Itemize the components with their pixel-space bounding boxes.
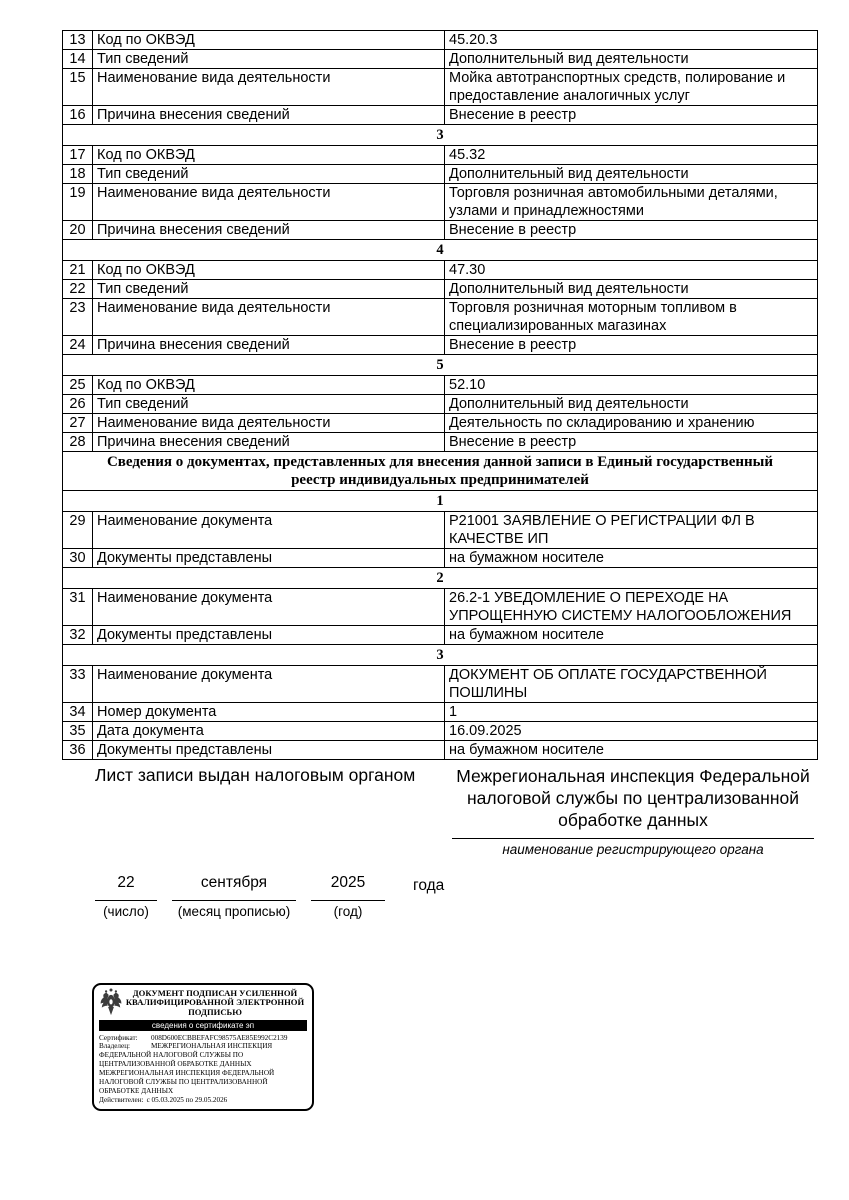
- row-value: ДОКУМЕНТ ОБ ОПЛАТЕ ГОСУДАРСТВЕННОЙ ПОШЛИНЫ: [445, 666, 818, 703]
- section-number-row: [63, 491, 818, 512]
- row-label: Причина внесения сведений: [93, 106, 445, 125]
- row-label: Наименование вида деятельности: [93, 184, 445, 221]
- row-number: 27: [63, 414, 93, 433]
- row-number: 29: [63, 512, 93, 549]
- row-value: Внесение в реестр: [445, 221, 818, 240]
- row-number: 21: [63, 261, 93, 280]
- stamp-owner-value: МЕЖРЕГИОНАЛЬНАЯ ИНСПЕКЦИЯ ФЕДЕРАЛЬНОЙ НАЛОГОВОЙ СЛУЖБЫ ПО ЦЕНТРАЛИЗОВАННОЙ ОБРАБОТКЕ ДАННЫХ МЕЖРЕГИОНАЛЬНАЯ ИНСПЕКЦИЯ ФЕДЕРАЛЬНОЙ НАЛОГОВОЙ СЛУЖБЫ ПО ЦЕНТРАЛИЗОВАННОЙ ОБРАБОТКЕ ДАННЫХ: [99, 1042, 275, 1095]
- row-value: Мойка автотранспортных средств, полирование и предоставление аналогичных услуг: [445, 69, 818, 106]
- row-label: Код по ОКВЭД: [93, 261, 445, 280]
- row-number: 16: [63, 106, 93, 125]
- row-number: 19: [63, 184, 93, 221]
- row-number: 25: [63, 376, 93, 395]
- row-value: 26.2-1 УВЕДОМЛЕНИЕ О ПЕРЕХОДЕ НА УПРОЩЕННУЮ СИСТЕМУ НАЛОГООБЛОЖЕНИЯ: [445, 589, 818, 626]
- row-value: Торговля розничная моторным топливом в специализированных магазинах: [445, 299, 818, 336]
- row-value: Торговля розничная автомобильными деталями, узлами и принадлежностями: [445, 184, 818, 221]
- date-year-value: 2025: [311, 874, 385, 901]
- table-row: [63, 626, 818, 645]
- table-row: [63, 395, 818, 414]
- stamp-owner-line: [99, 1042, 307, 1095]
- row-number: 32: [63, 626, 93, 645]
- row-number: 14: [63, 50, 93, 69]
- authority-underline: [452, 838, 814, 839]
- registering-authority-block: [452, 765, 814, 857]
- record-table: [62, 30, 818, 760]
- table-row: [63, 376, 818, 395]
- row-number: 34: [63, 703, 93, 722]
- date-month-value: сентября: [172, 874, 296, 901]
- row-label: Наименование вида деятельности: [93, 69, 445, 106]
- row-value: Дополнительный вид деятельности: [445, 395, 818, 414]
- row-value: 16.09.2025: [445, 722, 818, 741]
- table-row: [63, 261, 818, 280]
- table-row: [63, 69, 818, 106]
- row-number: 17: [63, 146, 93, 165]
- row-label: Причина внесения сведений: [93, 336, 445, 355]
- table-row: [63, 433, 818, 452]
- section-number: 4: [63, 240, 818, 261]
- row-value: 52.10: [445, 376, 818, 395]
- date-suffix: года: [413, 877, 445, 894]
- stamp-validity-value: с 05.03.2025 по 29.05.2026: [146, 1095, 228, 1104]
- date-day-value: 22: [95, 874, 157, 901]
- authority-name: Межрегиональная инспекция Федеральной налоговой службы по централизованной обработке данных: [456, 766, 810, 830]
- table-row: [63, 106, 818, 125]
- row-label: Тип сведений: [93, 50, 445, 69]
- stamp-certificate-line: [99, 1034, 307, 1043]
- row-label: Причина внесения сведений: [93, 221, 445, 240]
- row-value: 1: [445, 703, 818, 722]
- row-number: 30: [63, 549, 93, 568]
- row-value: на бумажном носителе: [445, 741, 818, 760]
- row-number: 33: [63, 666, 93, 703]
- table-row: [63, 414, 818, 433]
- table-row: [63, 221, 818, 240]
- table-row: [63, 184, 818, 221]
- row-number: 18: [63, 165, 93, 184]
- row-number: 26: [63, 395, 93, 414]
- row-value: Дополнительный вид деятельности: [445, 50, 818, 69]
- row-label: Наименование документа: [93, 589, 445, 626]
- row-number: 35: [63, 722, 93, 741]
- row-number: 23: [63, 299, 93, 336]
- section-number: 3: [63, 645, 818, 666]
- stamp-validity-line: [99, 1096, 307, 1105]
- row-label: Номер документа: [93, 703, 445, 722]
- row-value: Внесение в реестр: [445, 433, 818, 452]
- issued-by-text: Лист записи выдан налоговым органом: [95, 765, 416, 785]
- row-value: 45.20.3: [445, 31, 818, 50]
- row-value: на бумажном носителе: [445, 549, 818, 568]
- date-month-group: [172, 874, 296, 919]
- issue-date-block: [95, 874, 444, 919]
- row-value: Р21001 ЗАЯВЛЕНИЕ О РЕГИСТРАЦИИ ФЛ В КАЧЕСТВЕ ИП: [445, 512, 818, 549]
- row-value: Внесение в реестр: [445, 106, 818, 125]
- section-number: 5: [63, 355, 818, 376]
- table-row: [63, 549, 818, 568]
- stamp-header: [99, 988, 307, 1018]
- row-value: на бумажном носителе: [445, 626, 818, 645]
- row-value: 45.32: [445, 146, 818, 165]
- stamp-title: ДОКУМЕНТ ПОДПИСАН УСИЛЕННОЙ КВАЛИФИЦИРОВАННОЙ ЭЛЕКТРОННОЙ ПОДПИСЬЮ: [125, 987, 305, 1017]
- table-row: [63, 666, 818, 703]
- stamp-certificate-bar: сведения о сертификате эп: [99, 1020, 307, 1031]
- section-number: 1: [63, 491, 818, 512]
- section-number-row: [63, 240, 818, 261]
- table-row: [63, 299, 818, 336]
- row-number: 20: [63, 221, 93, 240]
- table-row: [63, 589, 818, 626]
- section-number: 3: [63, 125, 818, 146]
- date-year-label: (год): [333, 904, 363, 919]
- row-number: 36: [63, 741, 93, 760]
- row-label: Тип сведений: [93, 280, 445, 299]
- row-value: Деятельность по складированию и хранению: [445, 414, 818, 433]
- row-value: 47.30: [445, 261, 818, 280]
- section-number-row: [63, 125, 818, 146]
- documents-section-title: Сведения о документах, представленных для внесения данной записи в Единый государственный реестр индивидуальных предпринимателей: [63, 452, 818, 491]
- row-value: Дополнительный вид деятельности: [445, 165, 818, 184]
- table-row: [63, 336, 818, 355]
- row-label: Тип сведений: [93, 165, 445, 184]
- coat-of-arms-icon: [99, 988, 123, 1018]
- date-day-label: (число): [103, 904, 149, 919]
- row-label: Наименование документа: [93, 512, 445, 549]
- row-label: Наименование документа: [93, 666, 445, 703]
- table-row: [63, 512, 818, 549]
- row-number: 31: [63, 589, 93, 626]
- stamp-certificate-value: 008D600ECBBEFAFC98575AE85E992C2139: [151, 1033, 288, 1042]
- date-month-label: (месяц прописью): [177, 904, 291, 919]
- row-value: Внесение в реестр: [445, 336, 818, 355]
- row-label: Документы представлены: [93, 626, 445, 645]
- row-label: Код по ОКВЭД: [93, 376, 445, 395]
- row-number: 22: [63, 280, 93, 299]
- row-label: Документы представлены: [93, 741, 445, 760]
- section-header-row: [63, 452, 818, 491]
- table-row: [63, 741, 818, 760]
- date-year-group: [311, 874, 385, 919]
- row-label: Наименование вида деятельности: [93, 299, 445, 336]
- section-number-row: [63, 568, 818, 589]
- table-row: [63, 722, 818, 741]
- row-label: Код по ОКВЭД: [93, 31, 445, 50]
- row-label: Наименование вида деятельности: [93, 414, 445, 433]
- row-label: Тип сведений: [93, 395, 445, 414]
- date-day-group: [95, 874, 157, 919]
- row-number: 28: [63, 433, 93, 452]
- section-number: 2: [63, 568, 818, 589]
- table-row: [63, 31, 818, 50]
- row-number: 13: [63, 31, 93, 50]
- row-number: 24: [63, 336, 93, 355]
- row-label: Дата документа: [93, 722, 445, 741]
- table-row: [63, 165, 818, 184]
- row-label: Код по ОКВЭД: [93, 146, 445, 165]
- stamp-owner-label: Владелец:: [99, 1042, 131, 1051]
- table-row: [63, 280, 818, 299]
- row-label: Причина внесения сведений: [93, 433, 445, 452]
- table-row: [63, 703, 818, 722]
- section-number-row: [63, 355, 818, 376]
- section-number-row: [63, 645, 818, 666]
- stamp-body: [99, 1034, 307, 1105]
- row-label: Документы представлены: [93, 549, 445, 568]
- stamp-validity-label: Действителен:: [99, 1095, 144, 1104]
- table-row: [63, 50, 818, 69]
- authority-caption: наименование регистрирующего органа: [502, 842, 764, 857]
- row-number: 15: [63, 69, 93, 106]
- electronic-signature-stamp: [92, 983, 314, 1111]
- row-value: Дополнительный вид деятельности: [445, 280, 818, 299]
- table-row: [63, 146, 818, 165]
- stamp-certificate-label: Сертификат:: [99, 1033, 138, 1042]
